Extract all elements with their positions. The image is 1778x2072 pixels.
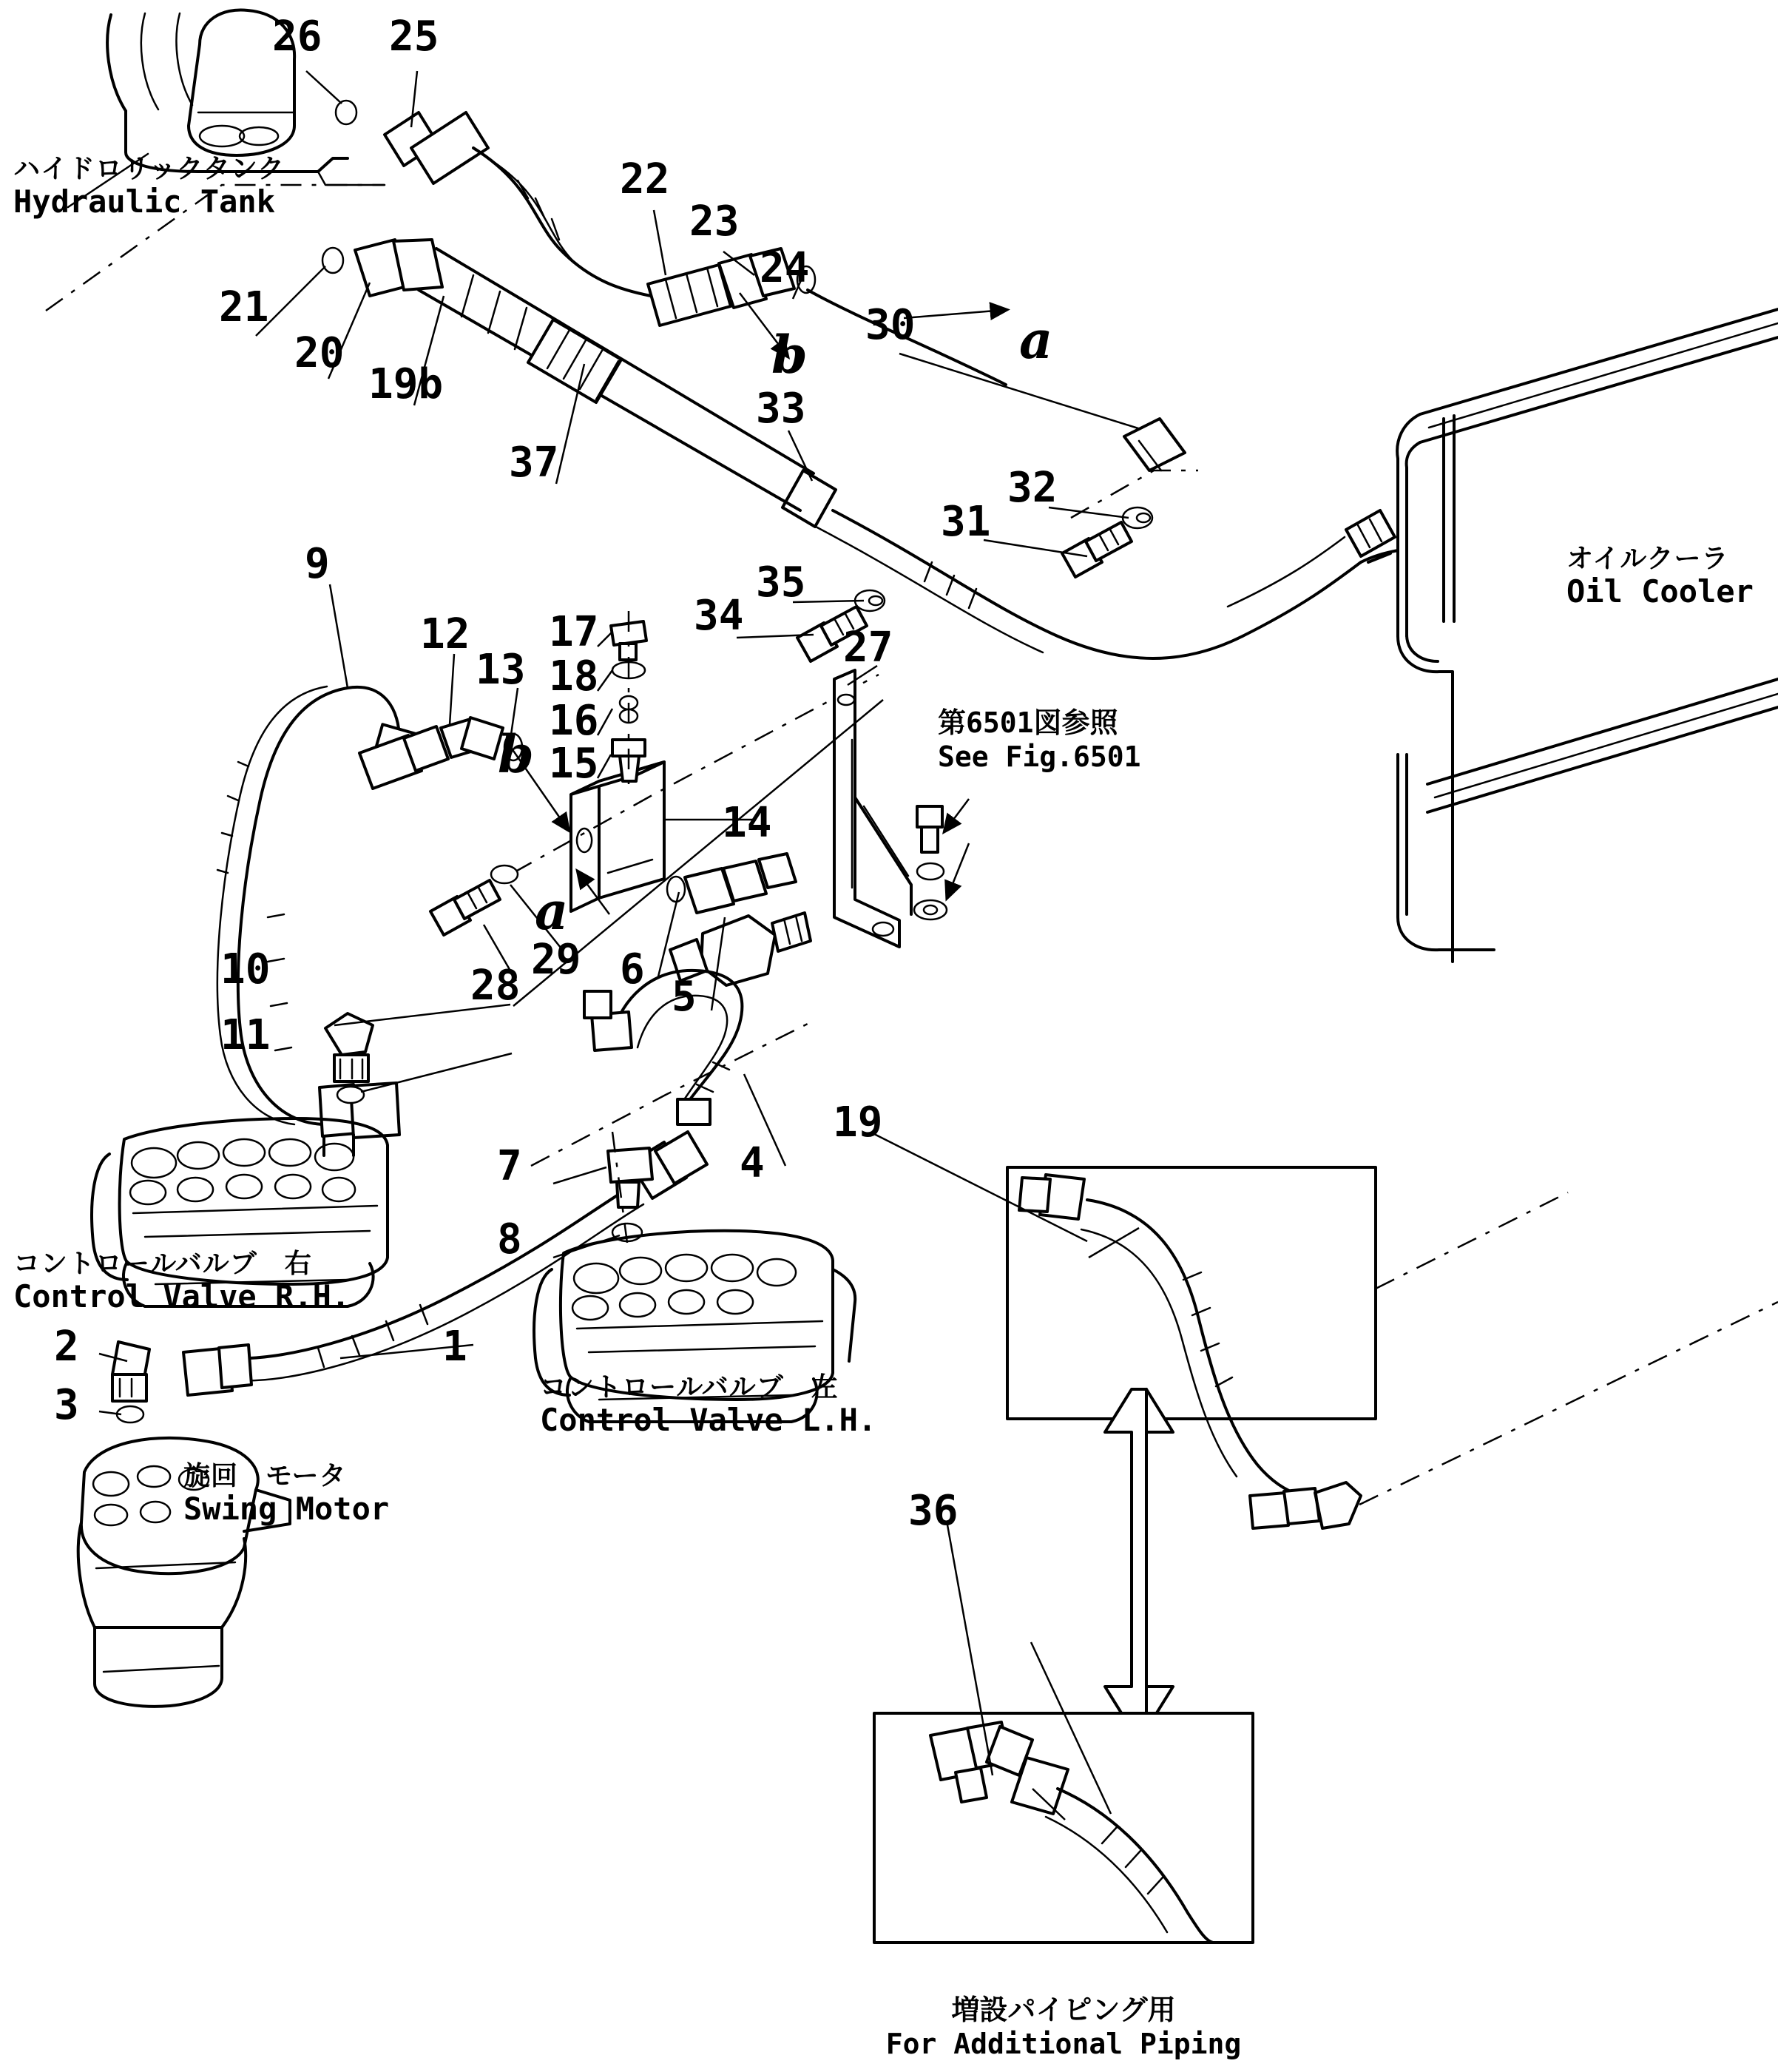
transfer-arrow (1105, 1389, 1173, 1730)
oring-27 (336, 101, 356, 124)
part-number-21: 20 (294, 329, 345, 377)
part-number-5: 5 (672, 973, 697, 1021)
hose-assembly-9 (217, 686, 522, 1155)
label-swing-motor-en: Swing Motor (183, 1491, 390, 1528)
label-additional-piping (873, 1994, 1254, 2061)
part-number-16: 16 (549, 697, 599, 745)
part-number-24: 23 (689, 198, 740, 246)
part-number-35: 34 (694, 592, 744, 640)
part-number-17: 17 (549, 608, 599, 656)
fitting-5 (685, 854, 796, 913)
part-number-4: 4 (740, 1139, 765, 1187)
part-number-37: 36 (908, 1487, 959, 1535)
oring-6 (667, 877, 685, 902)
part-number-31: 30 (865, 301, 916, 349)
section-letter-a-top: a (1019, 309, 1053, 371)
elbow-2 (112, 1342, 149, 1401)
part-number-36: 35 (756, 559, 806, 607)
part-number-19: 19 (833, 1099, 883, 1147)
callout-see-fig-6501-en: See Fig.6501 (938, 740, 1141, 773)
washer-6501-lower (917, 863, 944, 880)
part-number-30: 29 (531, 936, 581, 984)
label-oil-cooler-jp: オイルクーラ (1566, 544, 1729, 574)
part-number-28: 27 (843, 624, 893, 672)
label-oil-cooler (1566, 544, 1754, 610)
label-swing-motor-jp: 旋回 モータ (183, 1461, 347, 1491)
bolt-29 (430, 880, 500, 935)
label-oil-cooler-en: Oil Cooler (1566, 573, 1754, 610)
label-swing-motor (183, 1461, 389, 1528)
callout-see-fig-6501 (938, 706, 1141, 774)
part-number-27: 26 (272, 13, 322, 61)
part-number-34: 33 (756, 385, 806, 433)
pipe-assembly-20 (322, 240, 1361, 658)
part-number-33: 32 (1007, 464, 1058, 512)
part-number-6: 6 (620, 945, 645, 993)
section-letter-b-top: b (771, 324, 808, 385)
label-additional-piping-en: For Additional Piping (885, 2027, 1242, 2060)
oring-11 (337, 1087, 364, 1103)
part-number-32: 31 (941, 498, 991, 546)
label-control-valve-rh-en: Control Valve R.H. (13, 1278, 351, 1315)
section-letter-a-mid: a (535, 880, 569, 942)
bolt-32 (1062, 522, 1132, 577)
label-hydraulic-tank-jp: ハイドロリックタンク (13, 154, 285, 184)
part-number-11: 11 (220, 1011, 271, 1059)
part-number-18: 18 (549, 652, 599, 701)
bracket-28 (834, 670, 911, 947)
part-number-20: 19b (368, 360, 444, 408)
label-additional-piping-jp: 増設パイピング用 (951, 1994, 1176, 2026)
part-number-23: 22 (620, 155, 670, 203)
hose-assembly-4 (584, 971, 742, 1124)
part-number-14: 14 (722, 799, 772, 847)
part-number-2: 2 (54, 1323, 79, 1371)
inset-box-additional-piping (874, 1713, 1253, 1943)
label-control-valve-lh (540, 1372, 876, 1439)
callout-see-fig-6501-jp: 第6501図参照 (938, 706, 1118, 739)
section-letter-b-mid: b (498, 723, 534, 785)
part-number-10: 10 (220, 945, 271, 993)
label-control-valve-lh-en: Control Valve L.H. (540, 1402, 877, 1439)
part-number-9: 9 (305, 540, 330, 588)
part-number-38: 37 (509, 439, 559, 487)
part-number-29: 28 (470, 962, 521, 1010)
label-control-valve-rh (13, 1249, 350, 1315)
inset-box-19 (1007, 1167, 1376, 1528)
label-control-valve-rh-jp: コントロールバルブ 右 (13, 1249, 312, 1279)
label-hydraulic-tank (13, 154, 285, 220)
part-number-7: 7 (497, 1142, 522, 1190)
part-number-12: 12 (420, 610, 470, 658)
part-number-22: 21 (219, 283, 269, 331)
part-number-3: 3 (54, 1381, 79, 1429)
label-control-valve-lh-jp: コントロールバルブ 左 (540, 1372, 839, 1403)
oil-cooler (1346, 309, 1778, 962)
bolt-6501-upper (917, 806, 942, 852)
leader-lines (99, 71, 1140, 1814)
washer-30 (491, 865, 518, 883)
part-number-8: 8 (497, 1215, 522, 1263)
bracket-31 (1071, 419, 1198, 518)
label-hydraulic-tank-en: Hydraulic Tank (13, 183, 276, 220)
part-number-25: 24 (760, 244, 810, 292)
part-number-26: 25 (389, 13, 439, 61)
part-number-13: 13 (476, 646, 526, 694)
part-number-15: 15 (549, 740, 599, 788)
part-number-1: 1 (442, 1323, 467, 1371)
